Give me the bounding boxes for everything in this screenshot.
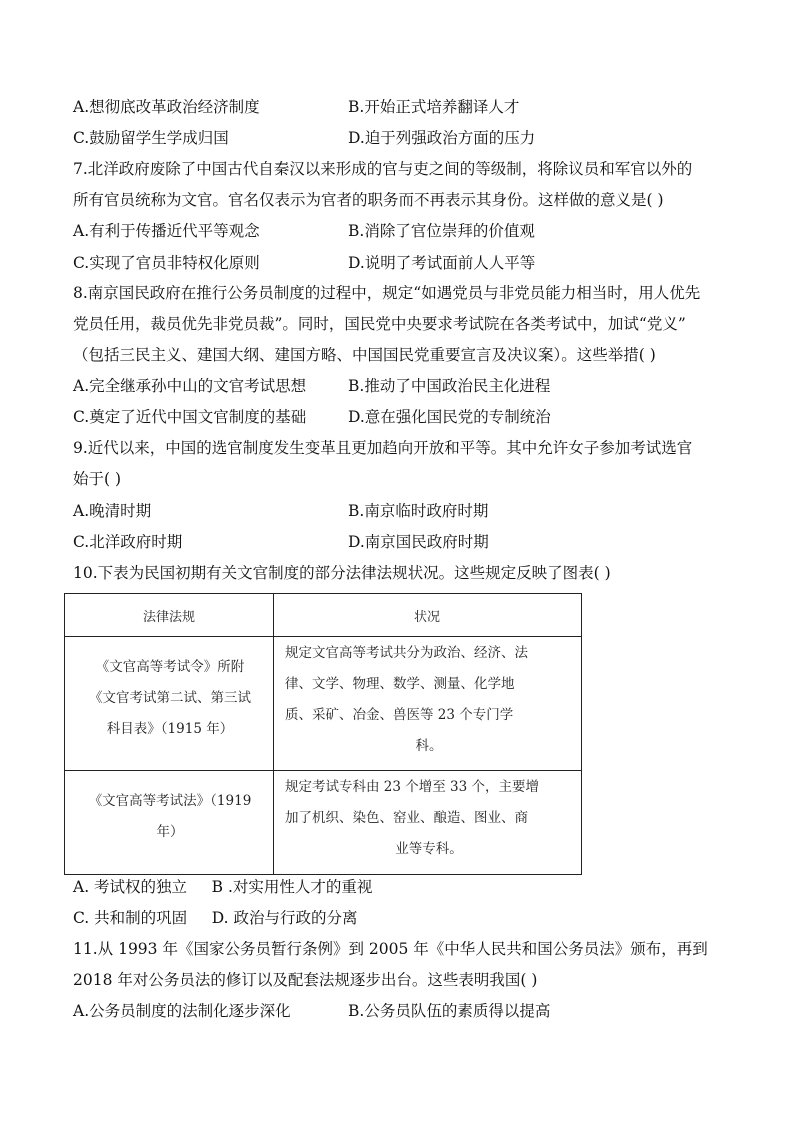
- table-row2-law: [73, 786, 267, 848]
- q9-option-c: C.北洋政府时期: [73, 533, 183, 551]
- table-row-divider: [65, 770, 581, 771]
- law-text-line: 年）: [156, 824, 184, 840]
- q6-option-a: A.想彻底改革政治经济制度: [73, 98, 260, 116]
- q11-option-b: B.公务员队伍的素质得以提高: [348, 1002, 551, 1020]
- law-table: [64, 593, 582, 875]
- q8-option-a: A.完全继承孙中山的文官考试思想: [73, 377, 307, 395]
- status-text-line: 规定文官高等考试共分为政治、经济、法: [285, 645, 528, 661]
- q9-option-a: A.晚清时期: [73, 502, 152, 520]
- q7-option-d: D.说明了考试面前人人平等: [348, 254, 536, 272]
- q7-stem-line2: 所有官员统称为文官。官名仅表示为官者的职务而不再表示其身份。这样做的意义是( ): [73, 191, 664, 209]
- q7-stem-line1: 7.北洋政府废除了中国古代自秦汉以来形成的官与吏之间的等级制，将除议员和军官以外的: [73, 160, 693, 178]
- law-text-line: 《文官高等考试法》（1919: [88, 793, 252, 809]
- q9-stem-line1: 9.近代以来，中国的选官制度发生变革且更加趋向开放和平等。其中允许女子参加考试选官: [73, 439, 693, 457]
- status-text-line: 质、采矿、冶金、兽医等 23 个专门学: [285, 707, 514, 723]
- law-text-line: 科目表》（1915 年）: [106, 721, 234, 737]
- law-text-line: 《文官高等考试令》所附: [95, 659, 245, 675]
- status-text-line: 科。: [415, 738, 443, 754]
- q8-stem-line1: 8.南京国民政府在推行公务员制度的过程中，规定“如遇党员与非党员能力相当时，用人优先: [73, 284, 701, 302]
- table-row1-law: [73, 652, 267, 745]
- q6-option-d: D.迫于列强政治方面的压力: [348, 129, 536, 147]
- table-header-law: 法律法规: [142, 610, 195, 625]
- q8-option-c: C.奠定了近代中国文官制度的基础: [73, 408, 307, 426]
- q10-options-line2: C. 共和制的巩固 D. 政治与行政的分离: [73, 909, 358, 927]
- q8-option-d: D.意在强化国民党的专制统治: [348, 408, 551, 426]
- table-row2-status: [285, 772, 573, 865]
- status-text-line: 律、文学、物理、数学、测量、化学地: [285, 676, 515, 692]
- q11-option-a: A.公务员制度的法制化逐步深化: [73, 1002, 291, 1020]
- table-row1-status: [285, 638, 573, 762]
- q11-stem-line2: 2018 年对公务员法的修订以及配套法规逐步出台。这些表明我国( ): [73, 971, 538, 989]
- q6-option-c: C.鼓励留学生学成归国: [73, 129, 229, 147]
- status-text-line: 加了机织、染色、窑业、酿造、图业、商: [285, 810, 528, 826]
- q10-stem: 10.下表为民国初期有关文官制度的部分法律法规状况。这些规定反映了图表( ): [73, 564, 611, 582]
- q9-option-d: D.南京国民政府时期: [348, 533, 489, 551]
- q7-option-a: A.有利于传播近代平等观念: [73, 222, 260, 240]
- q6-option-b: B.开始正式培养翻译人才: [348, 98, 520, 116]
- table-header-status: 状况: [413, 610, 440, 625]
- q8-option-b: B.推动了中国政治民主化进程: [348, 377, 551, 395]
- status-text-line: 业等专科。: [395, 841, 463, 857]
- q10-options-line1: A. 考试权的独立 B .对实用性人才的重视: [73, 878, 373, 896]
- q8-stem-line2: 党员任用，裁员优先非党员裁”。同时，国民党中央要求考试院在各类考试中，加试“党义”: [73, 315, 686, 333]
- q7-option-b: B.消除了官位崇拜的价值观: [348, 222, 535, 240]
- q9-option-b: B.南京临时政府时期: [348, 502, 489, 520]
- law-text-line: 《文官考试第二试、第三试: [89, 690, 251, 706]
- table-row-divider: [65, 636, 581, 637]
- q9-stem-line2: 始于( ): [73, 470, 122, 488]
- status-text-line: 规定考试专科由 23 个增至 33 个，主要增: [285, 779, 540, 795]
- q11-stem-line1: 11.从 1993 年《国家公务员暂行条例》到 2005 年《中华人民共和国公务员法》颁布，再到: [73, 940, 708, 958]
- q8-stem-line3: （包括三民主义、建国大纲、建国方略、中国国民党重要宣言及决议案）。这些举措( ): [73, 346, 656, 364]
- q7-option-c: C.实现了官员非特权化原则: [73, 254, 260, 272]
